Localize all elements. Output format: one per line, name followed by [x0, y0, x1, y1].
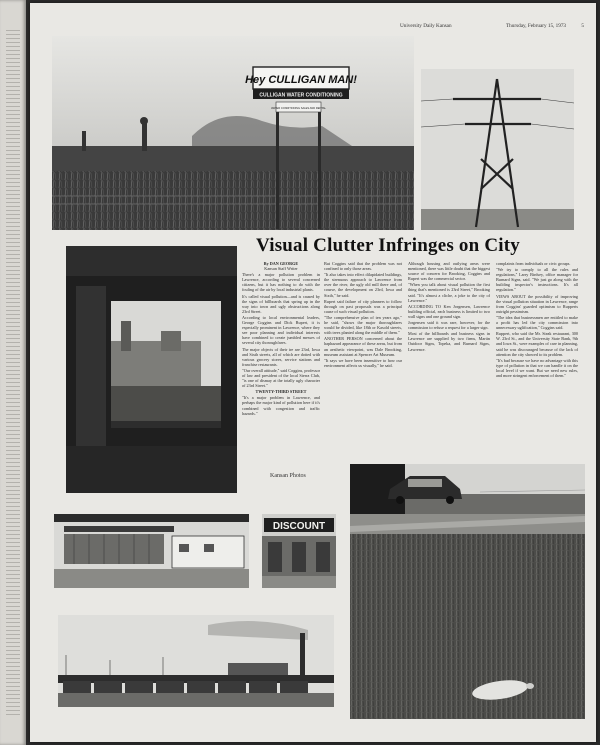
article-paragraph: "Our overall attitude," said Coggins, professor of law and president of the local Sierra Club, "is one of dismay at the totally ugly character of 23rd Street." [242, 367, 320, 389]
photo-window-view-image [66, 246, 237, 493]
photo-window-view [66, 246, 237, 493]
article-paragraph: "It's a major problem in Lawrence, and perhaps the major kind of pollution here if it's combined with congestion and traffic hazards." [242, 395, 320, 416]
article-paragraph: ANOTHER PERSON concerned about the haphazard appearance of these areas, but from an aesthetic viewpoint, was Dale Brooking, museum assistant at Spencer Art Museum. [324, 336, 402, 357]
sign-sub-text: CULLIGAN WATER CONDITIONING [259, 92, 343, 99]
photo-mobile-homes [54, 514, 249, 588]
article-paragraph: There's a major pollution problem in Lawrence, according to several concerned citizens, but it has nothing to do with the fouling of the air by local industrial plants. [242, 272, 320, 293]
article-paragraph: VIEWS ABOUT the possibility of improving the visual pollution situation in Lawrence, range from Coggins' guarded optimism to Rupperts outright pessimism. [496, 293, 578, 314]
issue-date: Thursday, February 15, 1973 [506, 23, 567, 29]
article-paragraph: "When you talk about visual pollution the first thing that's mentioned is 23rd Street," Brooking said. "It's almost a cliche, a joke to the city of Lawrence." [408, 282, 490, 303]
article-headline: Visual Clutter Infringes on City [256, 235, 520, 256]
newspaper-page [30, 3, 596, 742]
photo-discount-store [262, 514, 336, 588]
article-paragraph: Jorgensen said it was rare, however, for the commission to refuse a request for a larger sign. [408, 320, 490, 331]
photo-field-litter [350, 514, 585, 719]
article-paragraph: "It's bad because we have no advantage with this type of pollution in that we can handle it on the local level if we want. But we need new rules, and more stringent enforcement of them." [496, 357, 578, 378]
photo-highway-car [350, 464, 585, 514]
article-paragraph: "The comprehensive plan of ten years ago," he said, "shows the major thoroughfares would be divided, like 18th or Kasold streets, with trees planted along the middle of them." [324, 314, 402, 336]
article-paragraph: Ruppert, who said the Mr. Steak restaurant, 300 W. 23rd St., and the University State Bank, 9th and Iowa St., were examples of care in planning, said he was discouraged because of the lack of attention the city showed to its problem. [496, 331, 578, 357]
article-paragraph: Although housing and outlying areas were mentioned, there was little doubt that the biggest source of concern for Brooking, Coggins and Rupert was the commercial sector. [408, 261, 490, 282]
photo-highway-car-image [350, 464, 585, 514]
article-paragraph: complaints from individuals or civic groups. [496, 261, 571, 266]
article-paragraph: "We try to comply to all the rules and regulations," Larry Birdsey, office manager for Burnard Signs, said. "We just go along with the building inspector's instructions. It's all regulation." [496, 267, 578, 293]
article-column-3 [408, 261, 490, 453]
photo-power-pylon [421, 69, 574, 230]
photo-discount-store-image [262, 514, 336, 588]
article-column-1 [242, 261, 320, 471]
article-paragraph: It's called visual pollution—and is caused by the signs of billboards that spring up in the way into town and ugly obstructions along 23rd Street. [242, 293, 320, 314]
article-paragraph: Rupert said failure of city planners to follow through on past proposals was a principal cause of such visual pollution. [324, 298, 402, 314]
photo-rail-yard-image [58, 615, 334, 707]
sign-small-text: WATER CONDITIONING SALES AND RENTAL [271, 107, 326, 110]
article-column-2 [324, 261, 402, 461]
subhead: TWENTY-THIRD STREET [255, 389, 307, 395]
photo-rail-yard [58, 615, 334, 707]
byline-role: Kansan Staff Writer [264, 266, 298, 272]
sign-main-text: Hey CULLIGAN MAN! [245, 74, 357, 86]
article-column-4 [496, 261, 578, 453]
article-paragraph: According to local environmental leaders, George Coggins and Dick Rupert, it is especially prominent in Lawrence, where they see poor planning and individual interests have combined to create jumbled messes of several city thoroughfares. [242, 314, 320, 346]
photo-mobile-homes-image [54, 514, 249, 588]
photo-culligan-sign-image [52, 36, 414, 230]
article-paragraph: The major objects of their ire are 23rd, Iowa and Sixth streets, all of which are dotted with various grocery stores, service stations and franchise restaurants. [242, 346, 320, 367]
photo-culligan-sign [52, 36, 414, 230]
previous-page-edge [0, 0, 26, 745]
photo-credit: Kansan Photos [270, 473, 306, 479]
publication-name: University Daily Kansan [400, 23, 452, 29]
article-paragraph: "It says we have been insensitive to how our environment affects us visually," he said. [324, 357, 402, 368]
article-paragraph: But Coggins said that the problem was not confined to only those areas. [324, 261, 402, 272]
article-paragraph: ACCORDING TO Ken Jorgensen, Lawrence building official, each business is limited to two wall signs and one ground sign. [408, 303, 490, 319]
store-sign-text: DISCOUNT [272, 521, 326, 532]
article-paragraph: "The idea that businessmen are entitled to make a profit has led the city commission into unnecessary uglification," Coggins said. [496, 314, 578, 331]
photo-field-litter-image [350, 514, 585, 719]
article-paragraph: Most of the billboards and business signs in Lawrence are supplied by two firms, Martin Outdoor Signs, Topeka, and Burnard Signs, Lawrence. [408, 331, 490, 352]
article-paragraph: "It also takes into effect dilapidated buildings, the strenuous approach to Lawrence from over the river, the ugly old mill there and, of course, the development on 23rd, Iowa and Sixth," he said. [324, 272, 402, 298]
page-header [30, 23, 596, 33]
page-number: 5 [581, 23, 584, 29]
byline-author: By DAN GEORGE [263, 261, 299, 266]
photo-power-pylon-image [421, 69, 574, 230]
